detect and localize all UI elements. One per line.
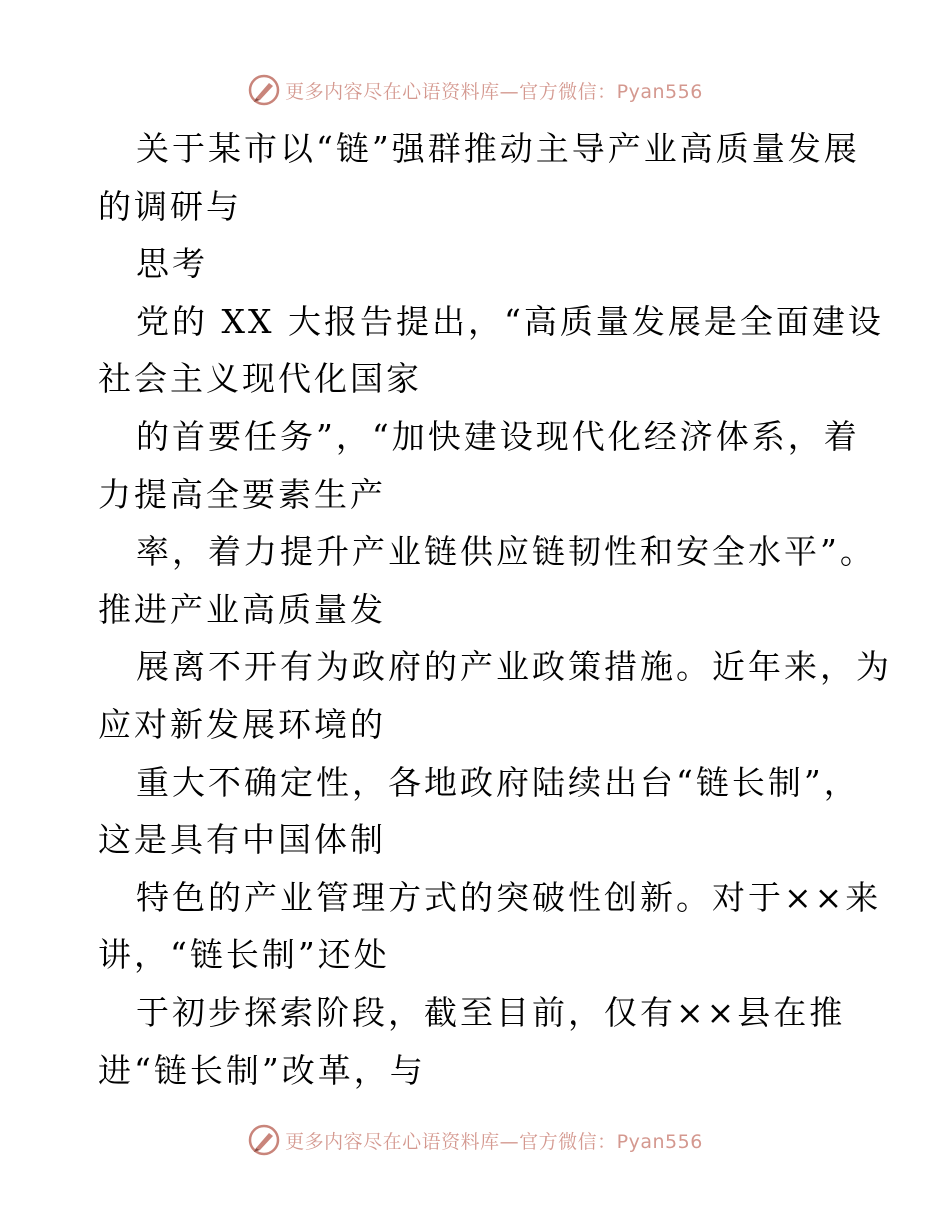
footer-watermark-banner: [0, 1120, 950, 1160]
watermark-text: 更多内容尽在心语资料库—官方微信：Pyan556: [285, 80, 703, 103]
text-line: 展离不开有为政府的产业政策措施。近年来，为: [136, 647, 892, 687]
text-line: 社会主义现代化国家: [98, 359, 422, 399]
text-line: 于初步探索阶段，截至目前，仅有××县在推: [136, 992, 846, 1032]
pen-in-circle-icon: [247, 1123, 281, 1157]
text-line: 的首要任务”，“加快建设现代化经济体系，着: [136, 416, 860, 456]
text-line: 推进产业高质量发: [98, 589, 386, 629]
text-line: 思考: [136, 244, 208, 284]
text-line: 进“链长制”改革，与: [98, 1050, 426, 1090]
text-line: 率，着力提升产业链供应链韧性和安全水平”。: [136, 532, 876, 572]
text-line: 应对新发展环境的: [98, 704, 386, 744]
pen-in-circle-icon: [247, 73, 281, 107]
text-line: 讲，“链长制”还处: [98, 935, 390, 975]
watermark-text: 更多内容尽在心语资料库—官方微信：Pyan556: [285, 1130, 703, 1153]
text-line: 重大不确定性，各地政府陆续出台“链长制”，: [136, 762, 860, 802]
text-line: 的调研与: [98, 186, 242, 226]
header-watermark-banner: [0, 70, 950, 110]
text-line: 党的 XX 大报告提出，“高质量发展是全面建设: [136, 301, 884, 341]
text-line: 关于某市以“链”强群推动主导产业高质量发展: [136, 129, 860, 168]
text-line: 这是具有中国体制: [98, 820, 386, 860]
document-body: [98, 120, 892, 1099]
text-line: 力提高全要素生产: [98, 474, 386, 514]
text-line: 特色的产业管理方式的突破性创新。对于××来: [136, 877, 882, 917]
